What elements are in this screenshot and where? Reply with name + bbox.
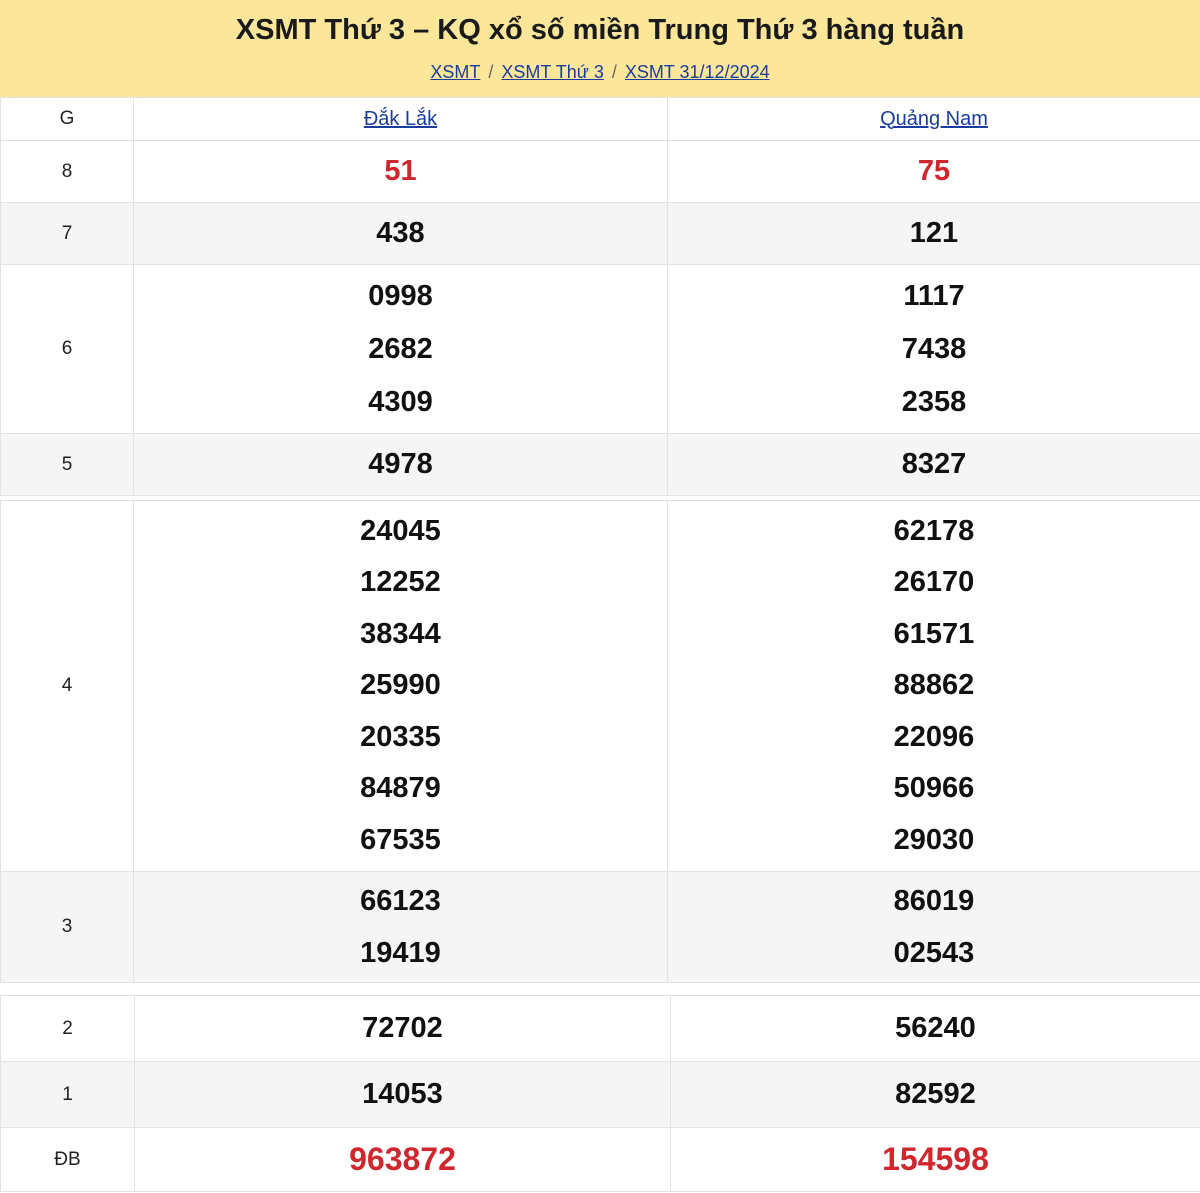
prize-number: 88862 [893, 669, 975, 702]
prize-row-g6 [1, 265, 1200, 434]
page-title: XSMT Thứ 3 – KQ xổ số miền Trung Thứ 3 hàng tuần [235, 14, 965, 46]
prize-row-g3 [1, 872, 1200, 983]
prize-number: 12252 [360, 566, 441, 599]
prize-number: 66123 [360, 885, 441, 917]
prize-row-special [1, 1128, 1200, 1192]
prize-cell [134, 265, 668, 434]
prize-number: 02543 [893, 937, 975, 969]
prize-number: 0998 [368, 279, 433, 312]
prize-label: ĐB [1, 1128, 135, 1192]
prize-row-g1 [1, 1062, 1200, 1128]
prize-number: 8327 [668, 434, 1200, 496]
results-table-top [0, 97, 1200, 496]
prize-number: 22096 [893, 720, 975, 753]
special-prize-number: 963872 [135, 1128, 671, 1192]
prize-number: 2682 [368, 332, 433, 365]
prize-number: 51 [134, 141, 668, 203]
prize-cell [134, 872, 668, 983]
prize-number: 24045 [360, 514, 441, 547]
province-header-daklak [134, 98, 668, 141]
prize-cell [668, 501, 1200, 872]
breadcrumb-separator: / [488, 62, 494, 82]
prize-number: 82592 [671, 1062, 1200, 1128]
prize-number: 19419 [360, 937, 441, 969]
prize-number: 72702 [135, 996, 671, 1062]
prize-number: 84879 [360, 772, 441, 805]
province-link-daklak[interactable]: Đắk Lắk [363, 107, 438, 130]
prize-number: 25990 [360, 669, 441, 702]
prize-row-g2 [1, 996, 1200, 1062]
prize-label: 8 [1, 141, 134, 203]
province-header-quangnam [668, 98, 1200, 141]
breadcrumb-xsmt[interactable]: XSMT [430, 62, 481, 82]
prize-cell [668, 265, 1200, 434]
prize-number: 7438 [901, 332, 967, 365]
prize-number: 75 [668, 141, 1200, 203]
prize-label: 7 [1, 203, 134, 265]
breadcrumb-xsmt-date[interactable]: XSMT 31/12/2024 [624, 62, 770, 82]
prize-number: 29030 [893, 823, 975, 856]
prize-row-g7 [1, 203, 1200, 265]
prize-number: 61571 [893, 617, 975, 650]
prize-label: 4 [1, 501, 134, 872]
prize-label: 3 [1, 872, 134, 983]
prize-row-g5 [1, 434, 1200, 496]
table-header-row [1, 98, 1200, 141]
prize-number: 1117 [903, 279, 965, 312]
prize-number: 50966 [893, 772, 975, 805]
page-header [0, 0, 1200, 97]
prize-row-g4 [1, 501, 1200, 872]
prize-row-g8 [1, 141, 1200, 203]
prize-label: 2 [1, 996, 135, 1062]
prize-cell [668, 872, 1200, 983]
prize-label: 1 [1, 1062, 135, 1128]
breadcrumb [0, 62, 1200, 83]
prize-number: 14053 [135, 1062, 671, 1128]
prize-number: 438 [134, 203, 668, 265]
province-link-quangnam[interactable]: Quảng Nam [880, 107, 988, 130]
prize-number: 86019 [893, 885, 975, 917]
prize-number: 2358 [901, 385, 967, 418]
g-column-header: G [1, 98, 134, 141]
prize-number: 4309 [368, 385, 433, 418]
results-table-bottom [0, 995, 1200, 1192]
prize-label: 5 [1, 434, 134, 496]
special-prize-number: 154598 [671, 1128, 1200, 1192]
prize-number: 56240 [671, 996, 1200, 1062]
prize-cell [134, 501, 668, 872]
prize-number: 67535 [360, 823, 441, 856]
prize-number: 26170 [893, 566, 975, 599]
prize-number: 38344 [360, 617, 441, 650]
breadcrumb-separator: / [611, 62, 617, 82]
results-table-middle [0, 500, 1200, 983]
prize-label: 6 [1, 265, 134, 434]
prize-number: 4978 [134, 434, 668, 496]
prize-number: 121 [668, 203, 1200, 265]
prize-number: 62178 [893, 514, 975, 547]
breadcrumb-xsmt-thu3[interactable]: XSMT Thứ 3 [501, 62, 604, 82]
prize-number: 20335 [360, 720, 441, 753]
